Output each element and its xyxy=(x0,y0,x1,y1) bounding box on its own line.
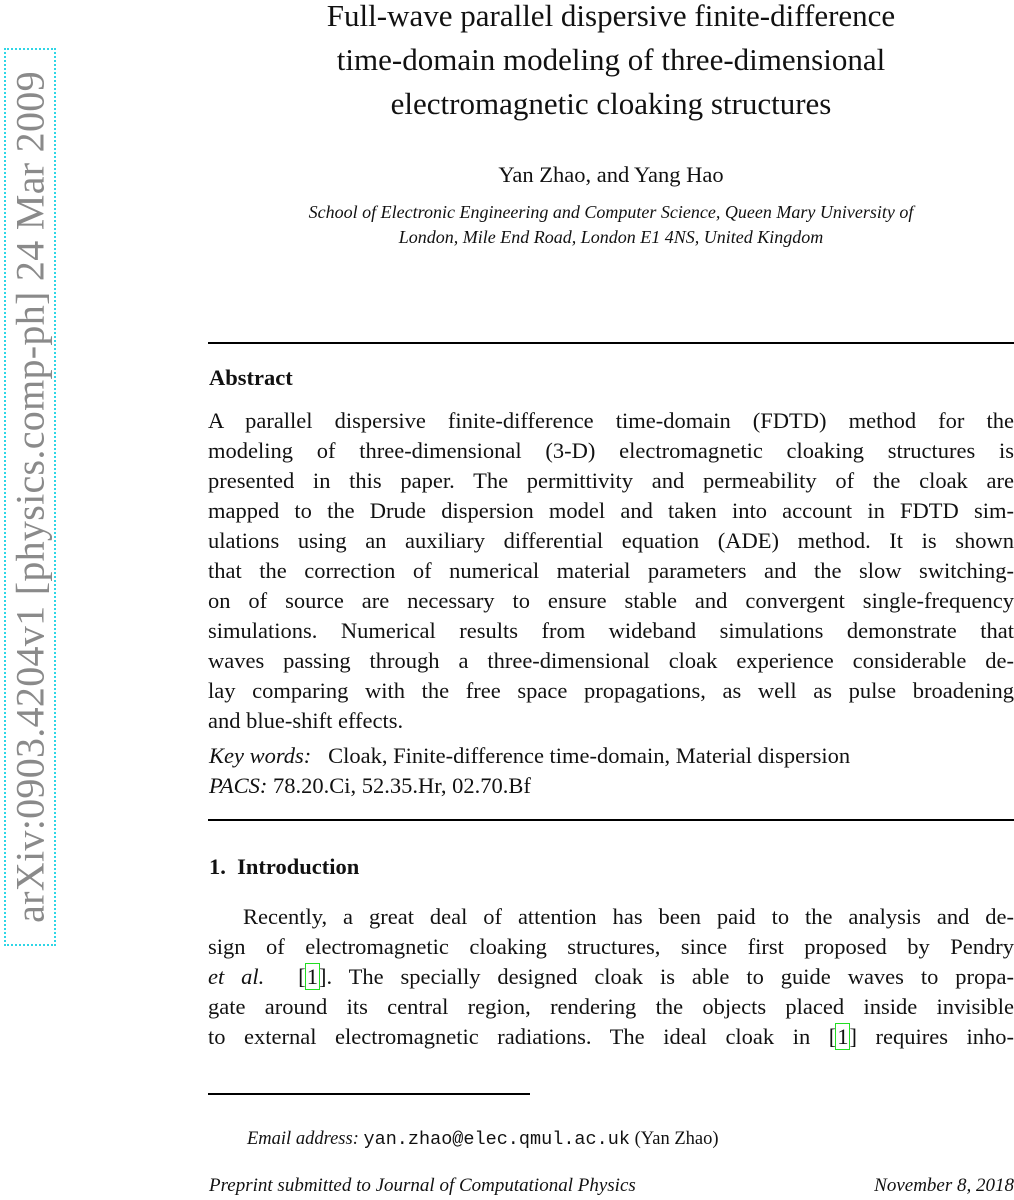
divider xyxy=(208,819,1014,821)
affiliation-line: London, Mile End Road, London E1 4NS, United Kingdom xyxy=(398,227,824,247)
intro-line: sign of electromagnetic cloaking structures, since first proposed by Pendry xyxy=(208,934,1014,959)
abstract-heading: Abstract xyxy=(209,365,293,390)
pacs-value: 78.20.Ci, 52.35.Hr, 02.70.Bf xyxy=(272,773,531,798)
intro-text: . The specially designed cloak is able to guide waves to propa- xyxy=(326,964,1014,989)
citation-link[interactable]: 1 xyxy=(837,1024,849,1049)
pacs xyxy=(209,773,531,799)
intro-text: requires inho- xyxy=(875,1024,1014,1049)
intro-line: gate around its central region, rendering the objects placed inside invisible xyxy=(208,994,1014,1019)
arxiv-id: arXiv:0903.4204v1 [physics.comp-ph] 24 Mar 2009 xyxy=(7,71,53,923)
et-al: et al. xyxy=(208,964,265,989)
intro-text: to external electromagnetic radiations. The ideal cloak in xyxy=(208,1024,811,1049)
keywords-value: Cloak, Finite-difference time-domain, Material dispersion xyxy=(328,743,851,768)
abstract-line: presented in this paper. The permittivity and permeability of the cloak are xyxy=(208,468,1014,493)
title-line: electromagnetic cloaking structures xyxy=(390,86,832,121)
abstract-line: waves passing through a three-dimensional cloak experience considerable de- xyxy=(208,648,1014,673)
intro-line: Recently, a great deal of attention has been paid to the analysis and de- xyxy=(243,904,1014,929)
authors: Yan Zhao, and Yang Hao xyxy=(498,162,724,187)
intro-line: to external electromagnetic radiations. The ideal cloak in [1] requires inho- xyxy=(208,1024,1014,1049)
footnote xyxy=(247,1129,719,1150)
divider xyxy=(208,342,1014,344)
abstract-line: mapped to the Drude dispersion model and taken into account in FDTD sim- xyxy=(208,498,1014,523)
abstract-line: A parallel dispersive finite-difference time-domain (FDTD) method for the xyxy=(208,408,1014,433)
email-address[interactable]: yan.zhao@elec.qmul.ac.uk xyxy=(363,1129,630,1150)
title-line: time-domain modeling of three-dimensional xyxy=(336,42,886,77)
footer-journal: Preprint submitted to Journal of Computational Physics xyxy=(209,1175,636,1196)
section-heading: 1. Introduction xyxy=(209,854,360,879)
arxiv-stamp xyxy=(4,48,56,946)
title-line: Full-wave parallel dispersive finite-difference xyxy=(326,0,896,33)
intro-line: et al. [1]. The specially designed cloak is able to guide waves to propa- xyxy=(208,964,1014,989)
abstract-line: lay comparing with the free space propagations, as well as pulse broadening xyxy=(208,678,1014,703)
keywords-label: Key words: xyxy=(209,743,312,768)
abstract-line: on of source are necessary to ensure stable and convergent single-frequency xyxy=(208,588,1014,613)
abstract-line: simulations. Numerical results from wideband simulations demonstrate that xyxy=(208,618,1014,643)
abstract-line: and blue-shift effects. xyxy=(208,708,404,733)
footnote-rule xyxy=(208,1093,530,1095)
abstract-line: modeling of three-dimensional (3-D) electromagnetic cloaking structures is xyxy=(208,438,1014,463)
pacs-label: PACS: xyxy=(209,773,268,798)
abstract-line: ulations using an auxiliary differential equation (ADE) method. It is shown xyxy=(208,528,1014,553)
footnote-label: Email address: xyxy=(247,1129,359,1149)
affiliation-line: School of Electronic Engineering and Computer Science, Queen Mary University of xyxy=(308,202,914,222)
footer-date: November 8, 2018 xyxy=(874,1175,1014,1196)
abstract-line: that the correction of numerical material parameters and the slow switching- xyxy=(208,558,1014,583)
footnote-name: (Yan Zhao) xyxy=(634,1129,719,1149)
citation-link[interactable]: 1 xyxy=(306,964,318,989)
keywords xyxy=(209,743,850,769)
